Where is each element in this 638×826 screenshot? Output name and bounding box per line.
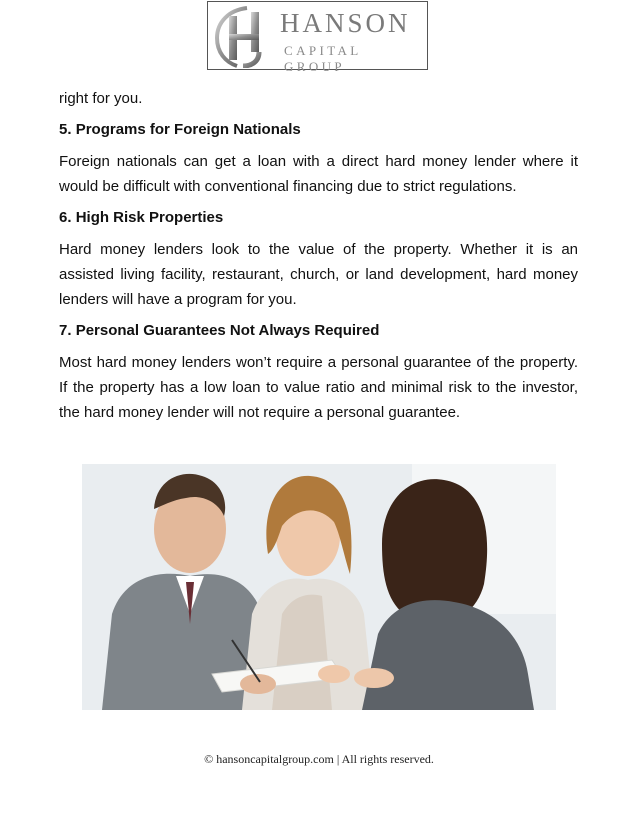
section-title: High Risk Properties	[75, 209, 224, 226]
section-heading-7: 7. Personal Guarantees Not Always Required	[59, 322, 380, 339]
hanson-monogram-icon	[211, 4, 277, 68]
section-title: Personal Guarantees Not Always Required	[75, 322, 380, 339]
lender-meeting-photo	[82, 464, 556, 710]
section-body-7: Most hard money lenders won’t require a personal guarantee of the property. If the property has a low loan to value ratio and minimal risk to the investor, the hard money lender will not require a personal guarantee.	[59, 354, 578, 421]
section-heading-5: 5. Programs for Foreign Nationals	[59, 121, 301, 138]
section-body-5: Foreign nationals can get a loan with a direct hard money lender where it would be difficult with conventional financing due to strict regulations.	[59, 153, 578, 195]
section-number: 6	[59, 209, 68, 226]
page-footer: © hansoncapitalgroup.com | All rights reserved.	[204, 752, 434, 766]
section-number: 5	[59, 121, 68, 138]
section-body-6: Hard money lenders look to the value of the property. Whether it is an assisted living facility, restaurant, church, or land development, hard money lenders will have a program for you.	[59, 241, 578, 308]
logo-company-subtitle: CAPITAL GROUP	[284, 43, 362, 74]
section-number: 7	[59, 322, 68, 339]
company-logo	[207, 1, 428, 74]
section-heading-6: 6. High Risk Properties	[59, 209, 224, 226]
intro-text: right for you.	[59, 90, 143, 107]
logo-company-name: HANSON	[280, 8, 411, 38]
section-title: Programs for Foreign Nationals	[75, 121, 301, 138]
article-body	[59, 86, 578, 433]
